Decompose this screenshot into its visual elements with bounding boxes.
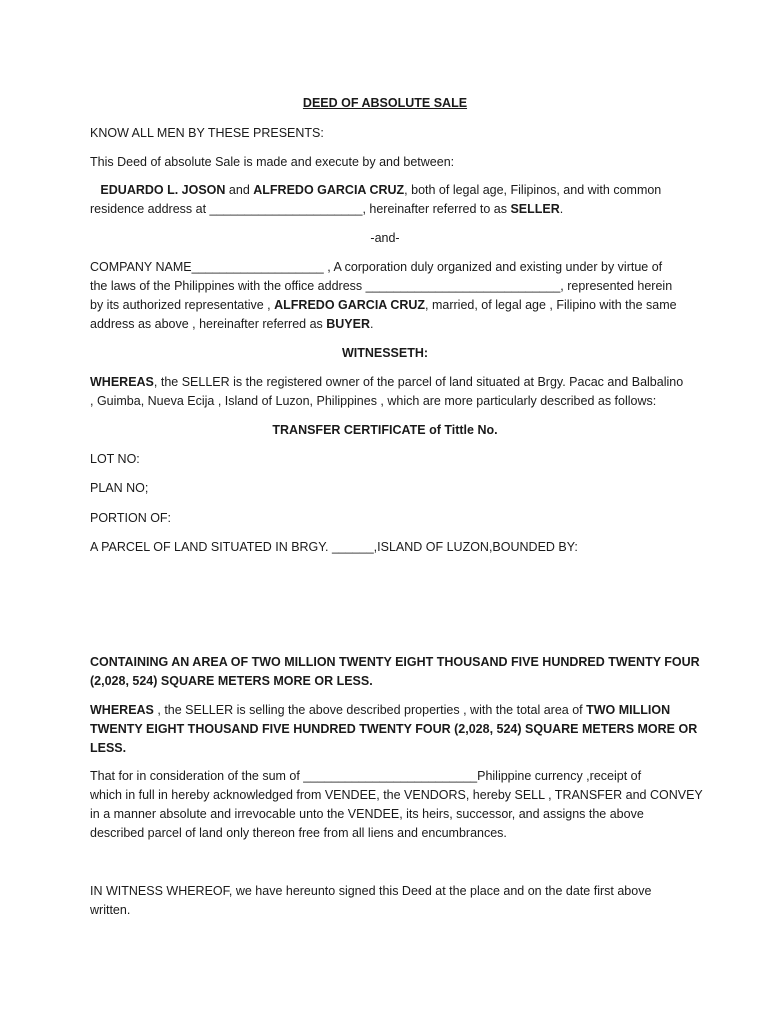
witness-line-1: IN WITNESS WHEREOF, we have hereunto signed this Deed at the place and on the date first above (90, 884, 652, 898)
area-line-2: (2,028, 524) SQUARE METERS MORE OR LESS. (90, 674, 373, 688)
whereas1-label: WHEREAS (90, 375, 154, 389)
whereas2-label: WHEREAS (90, 703, 154, 717)
know-all-men: KNOW ALL MEN BY THESE PRESENTS: (90, 126, 324, 140)
consideration-line-4: described parcel of land only thereon free from all liens and encumbrances. (90, 826, 507, 840)
buyer-line-2: the laws of the Philippines with the office address ____________________________, represented herein (90, 279, 673, 293)
seller-name-2: ALFREDO GARCIA CRUZ (253, 183, 405, 197)
seller-name-1: EDUARDO L. JOSON (100, 183, 226, 197)
portion-of: PORTION OF: (90, 511, 172, 525)
consideration-line-3: in a manner absolute and irrevocable unto the VENDEE, its heirs, successor, and assigns the above (90, 807, 644, 821)
whereas1-line-2: , Guimba, Nueva Ecija , Island of Luzon, Philippines , which are more particularly described as follows: (90, 394, 657, 408)
whereas2-line-1-mid: , the SELLER is selling the above described properties , with the total area of (153, 703, 587, 717)
buyer-line-3-end: , married, of legal age , Filipino with the same (425, 298, 677, 312)
plan-no: PLAN NO; (90, 481, 149, 495)
buyer-line-4-start: address as above , hereinafter referred as (90, 317, 327, 331)
whereas2-line-3: LESS. (90, 741, 127, 755)
witness-paragraph (90, 882, 680, 920)
area-paragraph (90, 653, 700, 691)
seller-line-1-rest: , both of legal age, Filipinos, and with common (404, 183, 662, 197)
seller-line-2-start: residence address at ______________________, hereinafter referred to as (90, 202, 511, 216)
seller-line-1 (90, 181, 680, 200)
buyer-line-3 (90, 296, 680, 315)
document-title: DEED OF ABSOLUTE SALE (302, 96, 468, 110)
whereas-paragraph-1 (90, 373, 684, 411)
lot-no: LOT NO: (90, 452, 140, 466)
intro-paragraph: This Deed of absolute Sale is made and execute by and between: (90, 155, 455, 169)
buyer-line-3-start: by its authorized representative , (90, 298, 275, 312)
buyer-line-4 (90, 315, 680, 334)
whereas1-line-1-rest: , the SELLER is the registered owner of the parcel of land situated at Brgy. Pacac and Balbalino (153, 375, 684, 389)
seller-line-2-end: . (559, 202, 564, 216)
whereas-paragraph-2 (90, 701, 698, 758)
area-line-1: CONTAINING AN AREA OF TWO MILLION TWENTY EIGHT THOUSAND FIVE HUNDRED TWENTY FOUR (90, 655, 700, 669)
buyer-paragraph (90, 258, 680, 334)
whereas2-line-1 (90, 701, 680, 720)
seller-and: and (225, 183, 254, 197)
parcel-line: A PARCEL OF LAND SITUATED IN BRGY. ______,ISLAND OF LUZON,BOUNDED BY: (90, 540, 578, 554)
seller-label: SELLER (510, 202, 560, 216)
seller-paragraph (90, 181, 680, 219)
tct-heading: TRANSFER CERTIFICATE of Tittle No. (272, 423, 498, 437)
whereas1-line-1 (90, 373, 684, 392)
consideration-paragraph (90, 767, 703, 843)
buyer-line-1: COMPANY NAME___________________ , A corporation duly organized and existing under by virtue of (90, 260, 663, 274)
buyer-label: BUYER (326, 317, 371, 331)
witness-line-2: written. (90, 903, 131, 917)
seller-line-2 (90, 200, 680, 219)
and-separator: -and- (370, 231, 400, 245)
witnesseth-heading: WITNESSETH: (341, 346, 429, 360)
buyer-line-4-end: . (370, 317, 374, 331)
whereas2-line-2: TWENTY EIGHT THOUSAND FIVE HUNDRED TWENTY FOUR (2,028, 524) SQUARE METERS MORE OR (90, 722, 698, 736)
whereas2-line-1-bold: TWO MILLION (586, 703, 671, 717)
consideration-line-2: which in full in hereby acknowledged from VENDEE, the VENDORS, hereby SELL , TRANSFER and CONVEY (90, 788, 703, 802)
representative-name: ALFREDO GARCIA CRUZ (274, 298, 426, 312)
consideration-line-1: That for in consideration of the sum of _________________________Philippine currency ,receipt of (90, 769, 642, 783)
